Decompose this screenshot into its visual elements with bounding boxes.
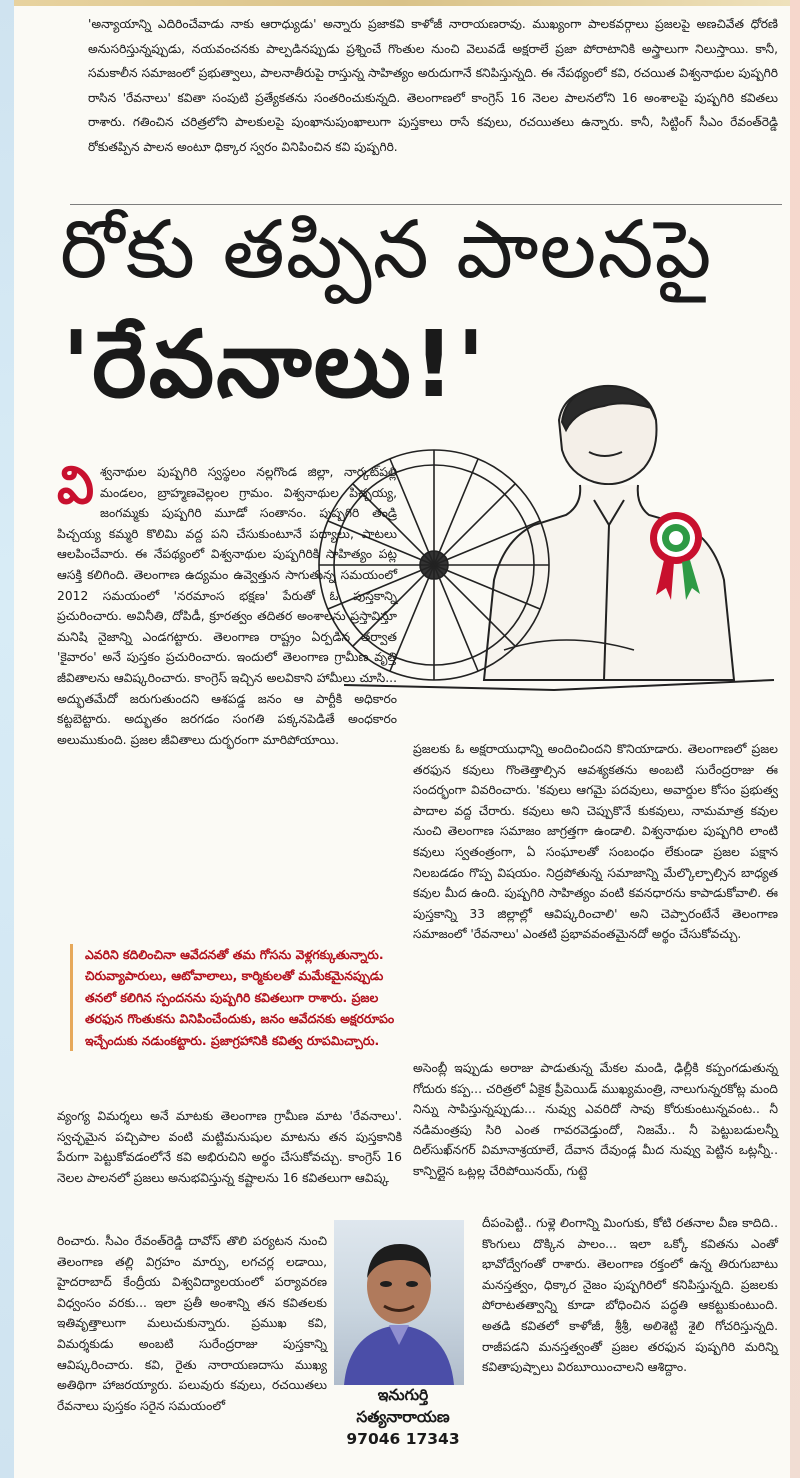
column-1-paragraph-1: శ్వనాథుల పుష్పగిరి స్వస్థలం నల్లగొండ జిల్లా, నార్కట్‌పల్లి మండలం, బ్రాహ్మణవెల్లంల గ్రామం. విశ్వనాథుల పిచ్చయ్య, జంగమ్మకు పుష్పగిరి మూడో సంతానం. పుష్పగిరి తండ్రి పిచ్చయ్య కమ్మరి కొలిమి వద్ద పని చేసుకుంటూనే పద్యాలు, పాటలు ఆలపించేవారు. ఈ నేపథ్యంలో విశ్వనాథుల పుష్పగిరికి సాహిత్యం పట్ల ఆసక్తి కలిగింది. తెలంగాణ ఉద్యమం ఉవ్వెత్తున సాగుతున్న సమయంలో 2012 సమయంలో 'నరమాంస భక్షణ' పేరుతో ఓ పుస్తకాన్ని ప్రచురించారు. అవినీతి, దోపిడీ, క్రూరత్వం తదితర అంశాలను ప్రస్తావిస్తూ మనిషి నైజాన్ని ఎండగట్టారు. తెలంగాణ రాష్ట్రం ఏర్పడిన తర్వాత 'కైవారం' అనే పుస్తకం ప్రచురించారు. ఇందులో తెలంగాణ గ్రామీణ వృత్తి జీవితాలను ఆవిష్కరించారు. కాంగ్రెస్ ఇచ్చిన అలవికాని హామీలు చూసి... అద్భుతమేదో జరుగుతుందని ఆశపడ్డ జనం ఆ పార్టీకి అధికారం కట్టబెట్టారు. అద్భుతం జరగడం సంగతి పక్కనపెడితే అంధకారం అలుముకుంది. ప్రజల జీవితాలు దుర్భరంగా మారిపోయాయి.: [57, 465, 397, 747]
headline-line-2: 'రేవనాలు!': [62, 311, 487, 418]
column-2-paragraph-3: దీపంపెట్టి.. గుళ్లె లింగాన్ని మింగుకు, కోటి రతనాల వీణ కాదిది.. కొంగులు దొక్కిన పాలం... ఇలా ఒక్కో కవితను ఎంతో భావోద్వేగంతో రాశారు. తెలంగాణ రక్తంలో ఉన్న తిరుగుబాటు మనస్తత్వం, ధిక్కార నైజం పుష్పగిరిలో కనిపిస్తున్నది. ప్రజలకు పోరాటతత్వాన్ని కూడా బోధించిన పద్ధతి ఆకట్టుకుంటుంది. అతడి కవితలో కాళోజీ, శ్రీశ్రీ, అలిశెట్టి శైలి గోచరిస్తున్నది. రాజీపడని మనస్తత్వంతో ప్రజల తరఫున పుష్పగిరి మరిన్ని కవితాపుష్పాలు విరబూయించాలని ఆశిద్దాం.: [482, 1216, 778, 1375]
top-border: [0, 0, 800, 6]
column-1-paragraph-2: వ్యంగ్య విమర్శలు అనే మాటకు తెలంగాణ గ్రామీణ మాట 'రేవనాలు'. స్వచ్ఛమైన పచ్చిపాల వంటి మట్టిమనుషుల మాటను తన పుస్తకానికి పేరుగా పెట్టుకోవడంలోనే కవి అభిరుచిని అర్థం చేసుకోవచ్చు. కాంగ్రెస్ 16 నెలల పాలనలో ప్రజలు అనుభవిస్తున్న కష్టాలను 16 కవితలుగా ఆవిష్క: [57, 1109, 402, 1185]
intro-paragraph: 'అన్యాయాన్ని ఎదిరించేవాడు నాకు ఆరాధ్యుడు' అన్నారు ప్రజాకవి కాళోజీ నారాయణరావు. ముఖ్యంగా పాలకవర్గాలు ప్రజలపై అణచివేత ధోరణి అనుసరిస్తున్నప్పుడు, నయవంచనకు పాల్పడినప్పుడు ప్రశ్నించే గొంతుల నుంచి వెలువడే అక్షరాలే ప్రజా పోరాటానికి అస్త్రాలుగా నిలుస్తాయి. కానీ, సమకాలీన సమాజంలో ప్రభుత్వాలు, పాలనాతీరుపై రాస్తున్న సాహిత్యం అరుదుగానే కనిపిస్తున్నది. ఈ నేపథ్యంలో కవి, రచయిత విశ్వనాథుల పుష్పగిరి రాసిన 'రేవనాలు' కవితా సంపుటి ప్రత్యేకతను సంతరించుకున్నది. తెలంగాణలో కాంగ్రెస్ 16 నెలల పాలనలోని 16 అంశాలపై పుష్పగిరి కవితలు రాశారు. గతించిన చరిత్రలోని పాలకులపై పుంఖానుపుంఖాలుగా పుస్తకాలు రాసే కవులు, రచయితలు ఉన్నారు. కానీ, సిట్టింగ్ సీఎం రేవంత్‌రెడ్డి రోకుతప్పిన పాలన అంటూ ధిక్కార స్వరం వినిపించిన కవి పుష్పగిరి.: [88, 17, 778, 154]
column-1-paragraph-3: రించారు. సీఎం రేవంత్‌రెడ్డి దావోస్ తొలి పర్యటన నుంచి తెలంగాణ తల్లి విగ్రహం మార్పు, లగచర్ల లడాయి, హైదరాబాద్ కేంద్రీయ విశ్వవిద్యాలయంలో పర్యావరణ విధ్వంసం వరకు... ఇలా ప్రతీ అంశాన్ని తన కవితలకు ఇతివృత్తాలుగా మలుచుకున్నారు. ప్రముఖ కవి, విమర్శకుడు అంబటి సురేంద్రరాజు పుస్తకాన్ని ఆవిష్కరించారు. కవి, రైతు నారాయణదాసు ముఖ్య అతిథిగా హాజరయ్యారు. పలువురు కవులు, రచయితలు రేవనాలు పుస్తకం సరైన సమయంలో: [57, 1234, 327, 1413]
article-column-1: [57, 456, 397, 750]
author-name-line-2: సత్యనారాయణ: [356, 1408, 450, 1426]
author-photo: [334, 1220, 464, 1385]
column-2-paragraph-1: ప్రజలకు ఓ అక్షరాయుధాన్ని అందించిందని కొనియాడారు. తెలంగాణలో ప్రజల తరఫున కవులు గొంతెత్తాల్సిన ఆవశ్యకతను అంబటి సురేంద్రరాజు ఈ సందర్భంగా వివరించారు. 'కవులు ఆగమై పదవులు, అవార్డుల కోసం ప్రభుత్వ పాదాల వద్ద చేరారు. కవులు అని చెప్పుకొనే కుకవులు, నామమాత్ర కవుల నుంచి తెలంగాణ సమాజం జాగ్రత్తగా ఉండాలి. విశ్వనాథుల పుష్పగిరి లాంటి కవులు స్వతంత్రంగా, ఏ సంఘాలతో సంబంధం లేకుండా ప్రజల పక్షాన నిలబడడం గొప్ప విషయం. నిద్రపోతున్న సమాజాన్ని మేల్కొల్పాల్సిన బాధ్యత కవుల మీద ఉంది. పుష్పగిరి సాహిత్యం వంటి కవనధారను కాపాడుకోవాలి. ఈ పుస్తకాన్ని 33 జిల్లాల్లో ఆవిష్కరించాలి' అని చెప్పారంటేనే తెలంగాణ సమాజంలో 'రేవనాలు' ఎంతటి ప్రభావవంతమైనదో అర్థం చేసుకోవచ్చు.: [413, 742, 778, 942]
drop-cap: వి: [57, 456, 94, 516]
author-phone: 97046 17343: [346, 1430, 460, 1448]
headline-line-1: రోకు తప్పిన పాలనపై: [60, 203, 713, 296]
column-2-paragraph-2: అసెంబ్లీ ఇప్పుడు అరాజు పాడుతున్న మేకల మండి, ఢిల్లీకి కప్పంగడుతున్న గోదురు కప్ప... చరిత్రలో ఏకైక ప్రీపెయిడ్ ముఖ్యమంత్రి, నాలుగున్నరకోట్ల మంది నిన్ను సాపిస్తున్నప్పుడు... నువ్వు ఎవరిదో సావు కోరుకుంటున్నవంట.. నీ నడిమంత్రపు సిరి ఎంత గావరవెడ్తుందో, నిజమే.. నీ పెట్టుబడులన్నీ దిల్‌సుఖ్‌నగర్ విమానాశ్రయాలే, దేవాన దేవుండ్ల మీద నువ్వు పెట్టిన ఒట్లన్నీ.. కాన్పిల్లైన ఒట్లల్ల చేరిపోయినయ్, గుట్టె: [413, 1061, 778, 1178]
left-margin-band: [0, 0, 14, 1478]
pull-quote: ఎవరిని కదిలించినా ఆవేదనతో తమ గోసను వెళ్లగక్కుతున్నారు. చిరువ్యాపారులు, ఆటోవాలాలు, కార్మికులతో మమేకమైనప్పుడు తనలో కలిగిన స్పందనను పుష్పగిరి కవితలుగా రాశారు. ప్రజల తరఫున గొంతుకను వినిపించేందుకు, జనం ఆవేదనకు అక్షరరూపం ఇచ్చేందుకు నడుంకట్టారు. ప్రజాగ్రహానికి కవిత్వ రూపమిచ్చారు.: [70, 944, 407, 1051]
right-margin-band: [790, 0, 800, 1478]
author-name-line-1: ఇనుగుర్తి: [377, 1386, 429, 1404]
author-byline: [333, 1384, 473, 1450]
